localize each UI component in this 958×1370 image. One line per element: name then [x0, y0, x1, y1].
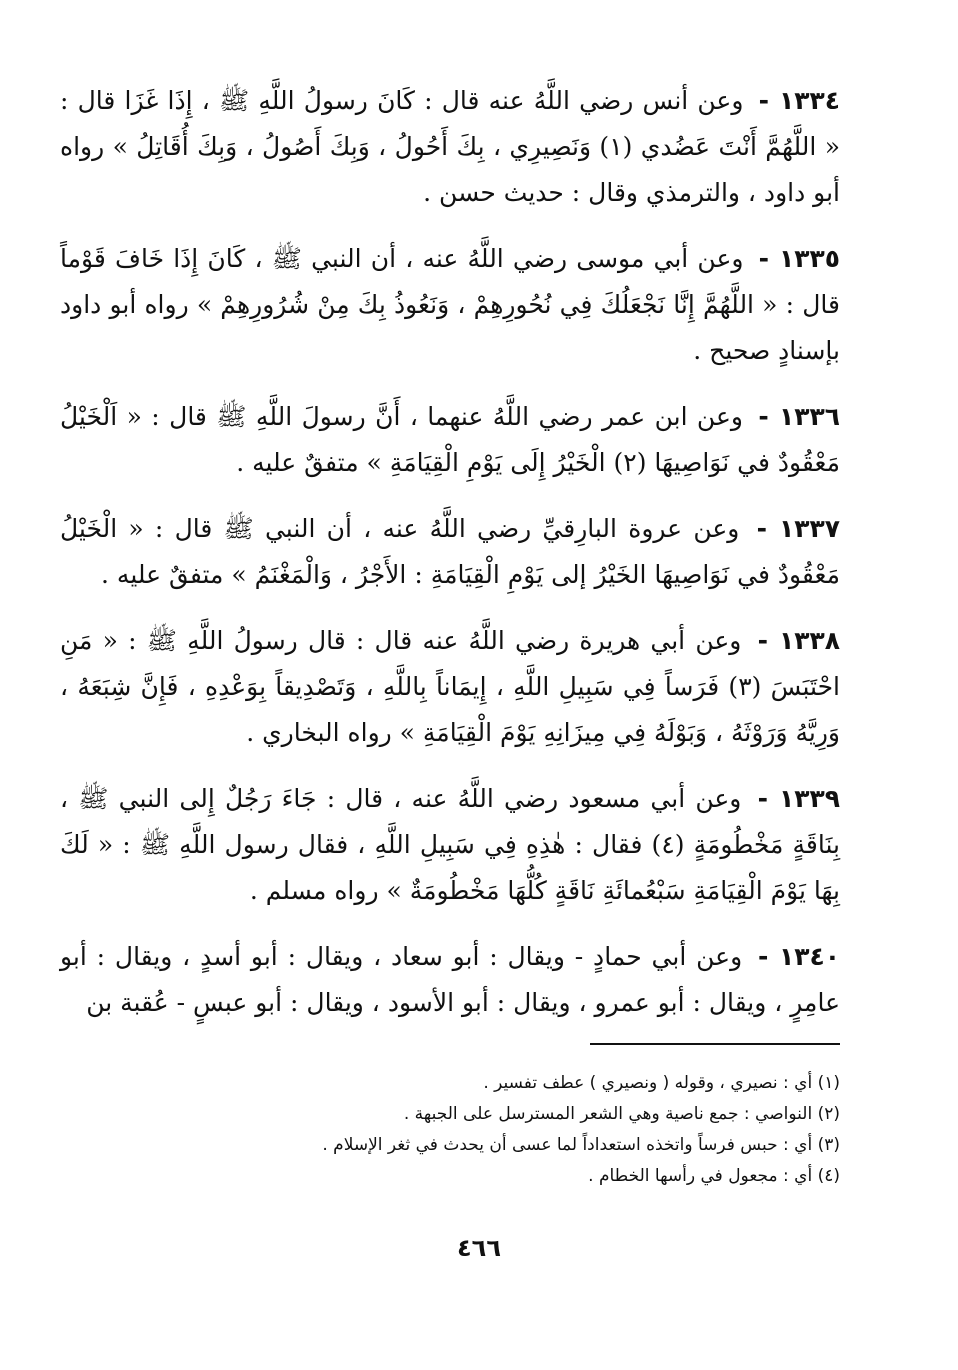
hadith-text: وعن أبي حمادٍ - ويقال : أبو سعاد ، ويقال : أبو أسدٍ ، ويقال : أبو عامِرٍ ، ويقال : أبو عمرو ، ويقال : أبو الأسود ، ويقال : أبو عبسٍ - عُقبة بن	[60, 942, 840, 1017]
footnote: (٢) النواصي : جمع ناصية وهي الشعر المسترسل على الجبهة .	[403, 1104, 840, 1124]
hadith-paragraph	[60, 236, 840, 374]
hadith-text: وعن أبي هريرة رضي اللَّهُ عنه قال : قال رسولُ اللَّهِ ﷺ : « مَنِ احْتَبَسَ (٣) فَرَساً فِي سَبِيلِ اللَّهِ ، إِيمَاناً بِاللَّهِ ، وَتَصْدِيقاً بِوَعْدِهِ ، فَإِنَّ شِبَعَهُ ، وَرِيَّهُ وَرَوْثَهُ ، وَبَوْلَهُ فِي مِيزَانِهِ يَوْمَ الْقِيَامَةِ » رواه البخاري .	[60, 626, 841, 747]
hadith-paragraph	[60, 934, 840, 1026]
hadith-paragraph	[60, 506, 840, 598]
hadith-number: ١٣٤٠ -	[757, 942, 840, 971]
footnotes	[100, 1068, 840, 1192]
footnote-divider	[590, 1043, 840, 1045]
hadith-text: وعن أبي موسى رضي اللَّهُ عنه ، أن النبي ﷺ ، كَانَ إِذَا خَافَ قَوْماً قال : « اللَّهُمَّ إِنَّا نَجْعَلُكَ فِي نُحُورِهِمْ ، وَنَعُوذُ بِكَ مِنْ شُرُورِهِمْ » رواه أبو داود بإسنادٍ صحيح .	[60, 244, 840, 365]
hadith-text: وعن أنس رضي اللَّهُ عنه قال : كَانَ رسولُ اللَّهِ ﷺ ، إِذَا غَزَا قال : « اللَّهُمَّ أَنْتَ عَضُدي (١) وَنَصِيرِي ، بِكَ أَحُولُ ، وَبِكَ أَصُولُ ، وَبِكَ أُقَاتِلُ » رواه أبو داود ، والترمذي وقال : حديث حسن .	[60, 86, 840, 207]
hadith-paragraph	[60, 618, 840, 756]
page-number: ٤٦٦	[457, 1234, 501, 1262]
footnote: (٤) أي : مجعول في رأسها الخطام .	[588, 1166, 840, 1186]
hadith-number: ١٣٣٦ -	[758, 402, 840, 431]
hadith-number: ١٣٣٧ -	[756, 514, 840, 543]
footnote: (٣) أي : حبس فرساً واتخذه استعداداً لما عسى أن يحدث في ثغر الإسلام .	[322, 1135, 840, 1155]
hadith-paragraph	[60, 394, 840, 486]
hadith-text: وعن أبي مسعود رضي اللَّهُ عنه ، قال : جَاءَ رَجُلٌ إِلى النبي ﷺ ، بِنَاقَةٍ مَخْطُومَةٍ (٤) فقال : هٰذِهِ فِي سَبِيلِ اللَّهِ ، فقال رسول اللَّهِ ﷺ : « لَكَ بِهَا يَوْمَ الْقِيَامَةِ سَبْعُمائَةِ نَاقَةٍ كُلُّهَا مَخْطُومَةٌ » رواه مسلم .	[60, 784, 841, 905]
hadith-number: ١٣٣٥ -	[758, 244, 840, 273]
page-body	[60, 78, 840, 1046]
hadith-number: ١٣٣٨ -	[757, 626, 840, 655]
hadith-paragraph	[60, 78, 840, 216]
hadith-number: ١٣٣٩ -	[757, 784, 840, 813]
hadith-text: وعن ابن عمر رضي اللَّهُ عنهما ، أَنَّ رسولَ اللَّهِ ﷺ قال : « اَلْخَيْلُ مَعْقُودٌ في نَوَاصِيهَا (٢) الْخَيْرُ إِلَى يَوْمِ الْقِيَامَةِ » متفقٌ عليه .	[60, 402, 840, 477]
footnote: (١) أي : نصيري ، وقوله ( ونصيري ) عطف تفسير .	[483, 1073, 840, 1093]
hadith-text: وعن عروة البارِقيِّ رضي اللَّهُ عنه ، أن النبي ﷺ قال : « الْخَيْلُ مَعْقُودٌ في نَوَاصِيهَا الخَيْرُ إلى يَوْمِ الْقِيَامَةِ : الأَجْرُ ، وَالْمَغْنَمُ » متفقٌ عليه .	[60, 514, 840, 589]
hadith-number: ١٣٣٤ -	[758, 86, 840, 115]
hadith-paragraph	[60, 776, 840, 914]
